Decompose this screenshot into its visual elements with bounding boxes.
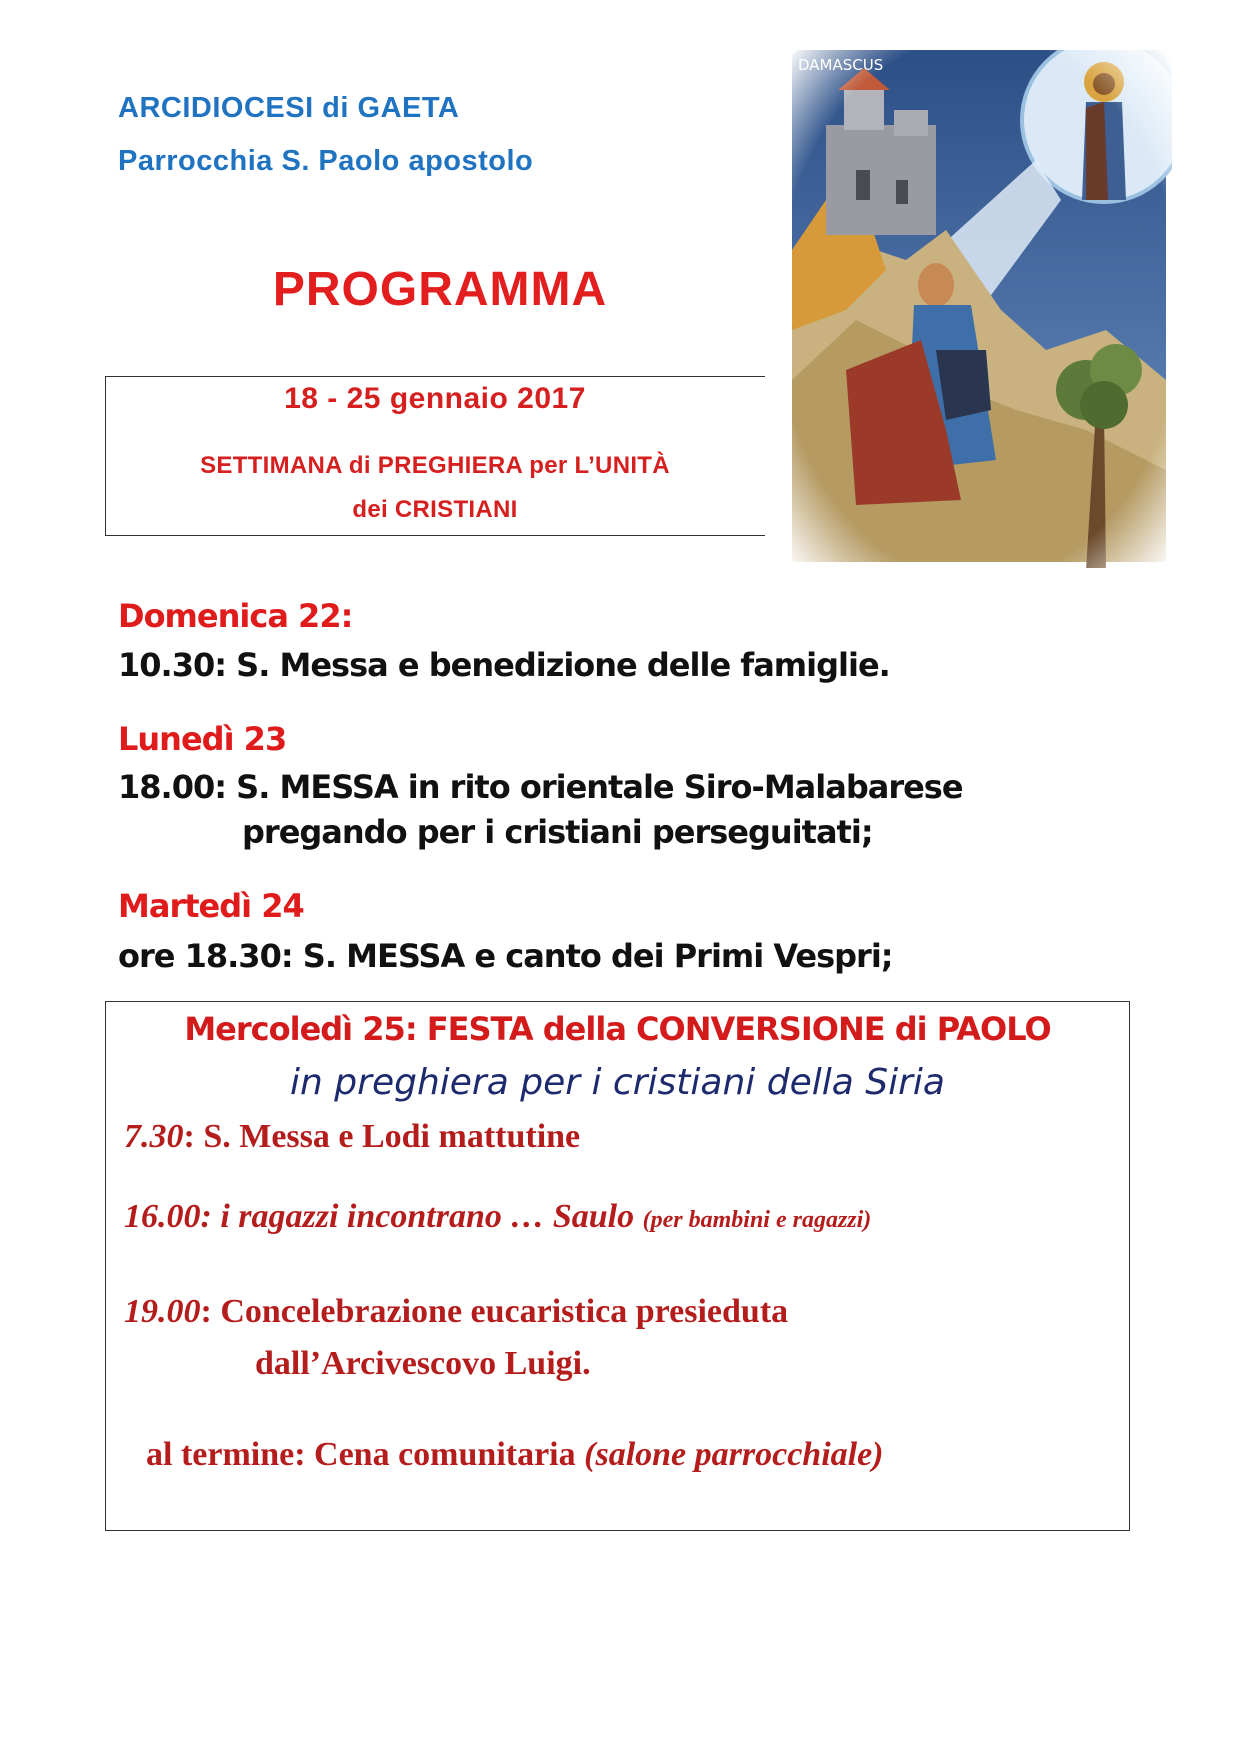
parish-name: Parrocchia S. Paolo apostolo [118, 145, 534, 177]
week-dates: 18 - 25 gennaio 2017 [284, 382, 586, 415]
diocese-name: ARCIDIOCESI di GAETA [118, 92, 460, 124]
event-monday-mass-continued: pregando per i cristiani perseguitati; [242, 813, 873, 851]
conversion-of-saul-icon [786, 50, 1172, 568]
day-tuesday-24: Martedì 24 [118, 887, 304, 925]
feast-title: Mercoledì 25: FESTA della CONVERSIONE di PAOLO [184, 1010, 1051, 1048]
feast-item-morning-mass [124, 1118, 580, 1156]
page-title: PROGRAMMA [272, 263, 608, 316]
week-title-line1: SETTIMANA di PREGHIERA per L’UNITÀ [200, 452, 670, 479]
feast-subtitle: in preghiera per i cristiani della Siria [290, 1062, 945, 1103]
feast-item-concelebration-continued: dall’Arcivescovo Luigi. [255, 1345, 591, 1382]
feast-item-text: : S. Messa e Lodi mattutine [183, 1118, 581, 1155]
feast-item-concelebration [124, 1293, 788, 1331]
feast-closing [146, 1436, 884, 1474]
feast-item-time: 19.00 [124, 1293, 201, 1330]
event-sunday-mass: 10.30: S. Messa e benedizione delle famiglie. [118, 646, 890, 684]
feast-item-time: 7.30 [124, 1118, 184, 1155]
feast-closing-text: al termine: Cena comunitaria [146, 1436, 585, 1473]
event-monday-mass: 18.00: S. MESSA in rito orientale Siro-Malabarese [118, 768, 963, 806]
feast-closing-note: (salone parrocchiale) [584, 1436, 884, 1473]
day-monday-23: Lunedì 23 [118, 720, 287, 758]
feast-item-youth-meeting [124, 1198, 871, 1236]
event-tuesday-mass: ore 18.30: S. MESSA e canto dei Primi Vespri; [118, 937, 893, 975]
day-sunday-22: Domenica 22: [118, 597, 353, 635]
feast-item-text: 16.00: i ragazzi incontrano … Saulo [124, 1198, 635, 1235]
feast-item-text: : Concelebrazione eucaristica presieduta [200, 1293, 789, 1330]
feast-item-note: (per bambini e ragazzi) [642, 1207, 872, 1233]
week-title-line2: dei CRISTIANI [352, 496, 518, 523]
